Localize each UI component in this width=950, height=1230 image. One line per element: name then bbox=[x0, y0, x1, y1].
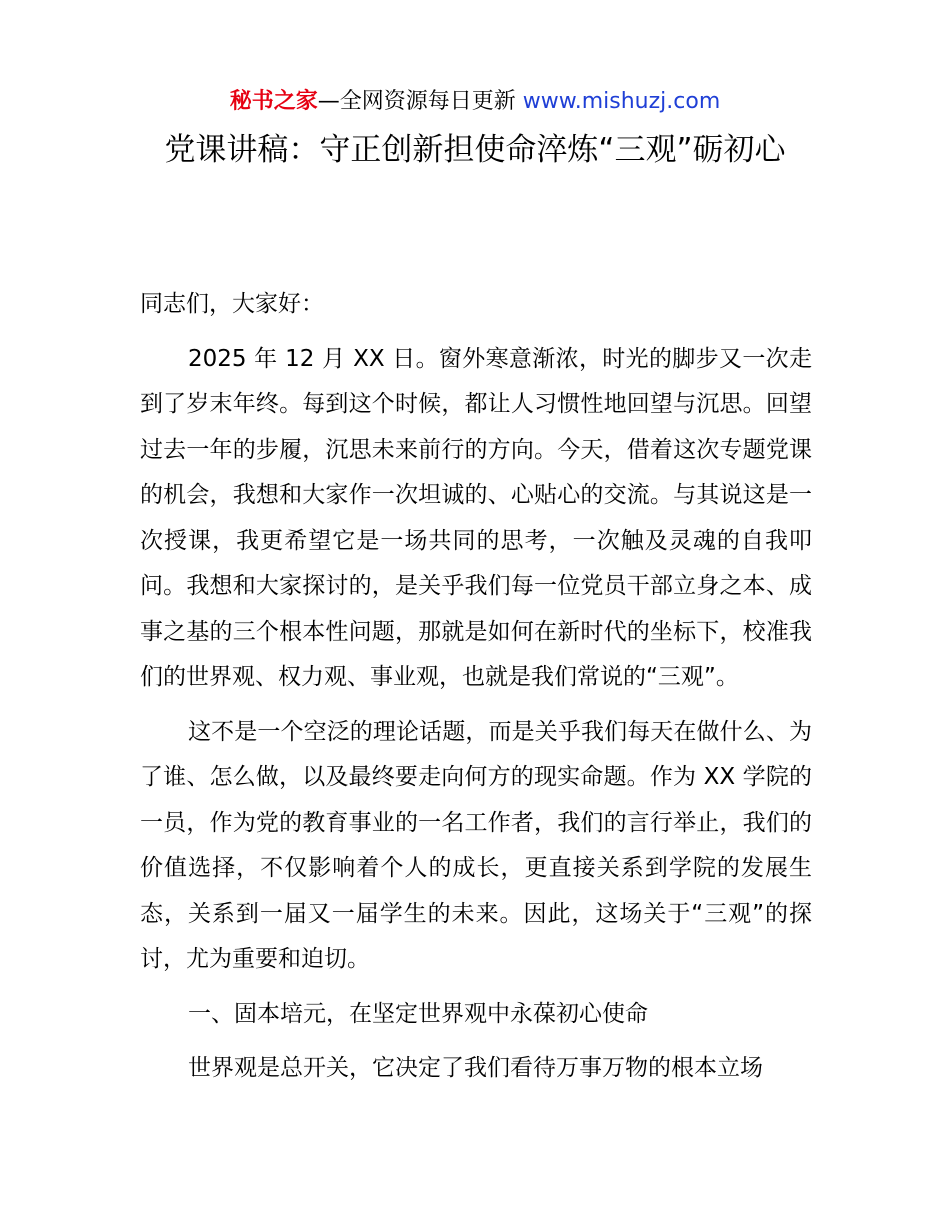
section-heading: 一、固本培元，在坚定世界观中永葆初心使命 bbox=[188, 1000, 648, 1027]
document-title: 党课讲稿：守正创新担使命淬炼“三观”砺初心 bbox=[164, 132, 786, 168]
greeting: 同志们，大家好： bbox=[140, 291, 324, 317]
site-slogan: —全网资源每日更新 bbox=[317, 89, 523, 114]
site-header bbox=[0, 86, 950, 118]
document-body bbox=[140, 282, 812, 1092]
site-brand: 秘书之家 bbox=[229, 89, 318, 114]
paragraph-3-start: 世界观是总开关，它决定了我们看待万事万物的根本立场 bbox=[188, 1055, 763, 1081]
site-url-link[interactable]: www.mishuzj.com bbox=[522, 89, 721, 114]
paragraph-2: 这不是一个空泛的理论话题，而是关乎我们每天在做什么、为了谁、怎么做，以及最终要走向何方的现实命题。作为 XX 学院的一员，作为党的教育事业的一名工作者，我们的言行举止，我们的价值选择，不仅影响着个人的成长，更直接关系到学院的发展生态，关系到一届又一届学生的未来。因此，这场关于“三观”的探讨，尤为重要和迫切。 bbox=[140, 718, 812, 972]
paragraph-1: 2025 年 12 月 XX 日。窗外寒意渐浓，时光的脚步又一次走到了岁末年终。每到这个时候，都让人习惯性地回望与沉思。回望过去一年的步履，沉思未来前行的方向。今天，借着这次专题党课的机会，我想和大家作一次坦诚的、心贴心的交流。与其说这是一次授课，我更希望它是一场共同的思考，一次触及灵魂的自我叩问。我想和大家探讨的，是关乎我们每一位党员干部立身之本、成事之基的三个根本性问题，那就是如何在新时代的坐标下，校准我们的世界观、权力观、事业观，也就是我们常说的“三观”。 bbox=[140, 345, 812, 690]
